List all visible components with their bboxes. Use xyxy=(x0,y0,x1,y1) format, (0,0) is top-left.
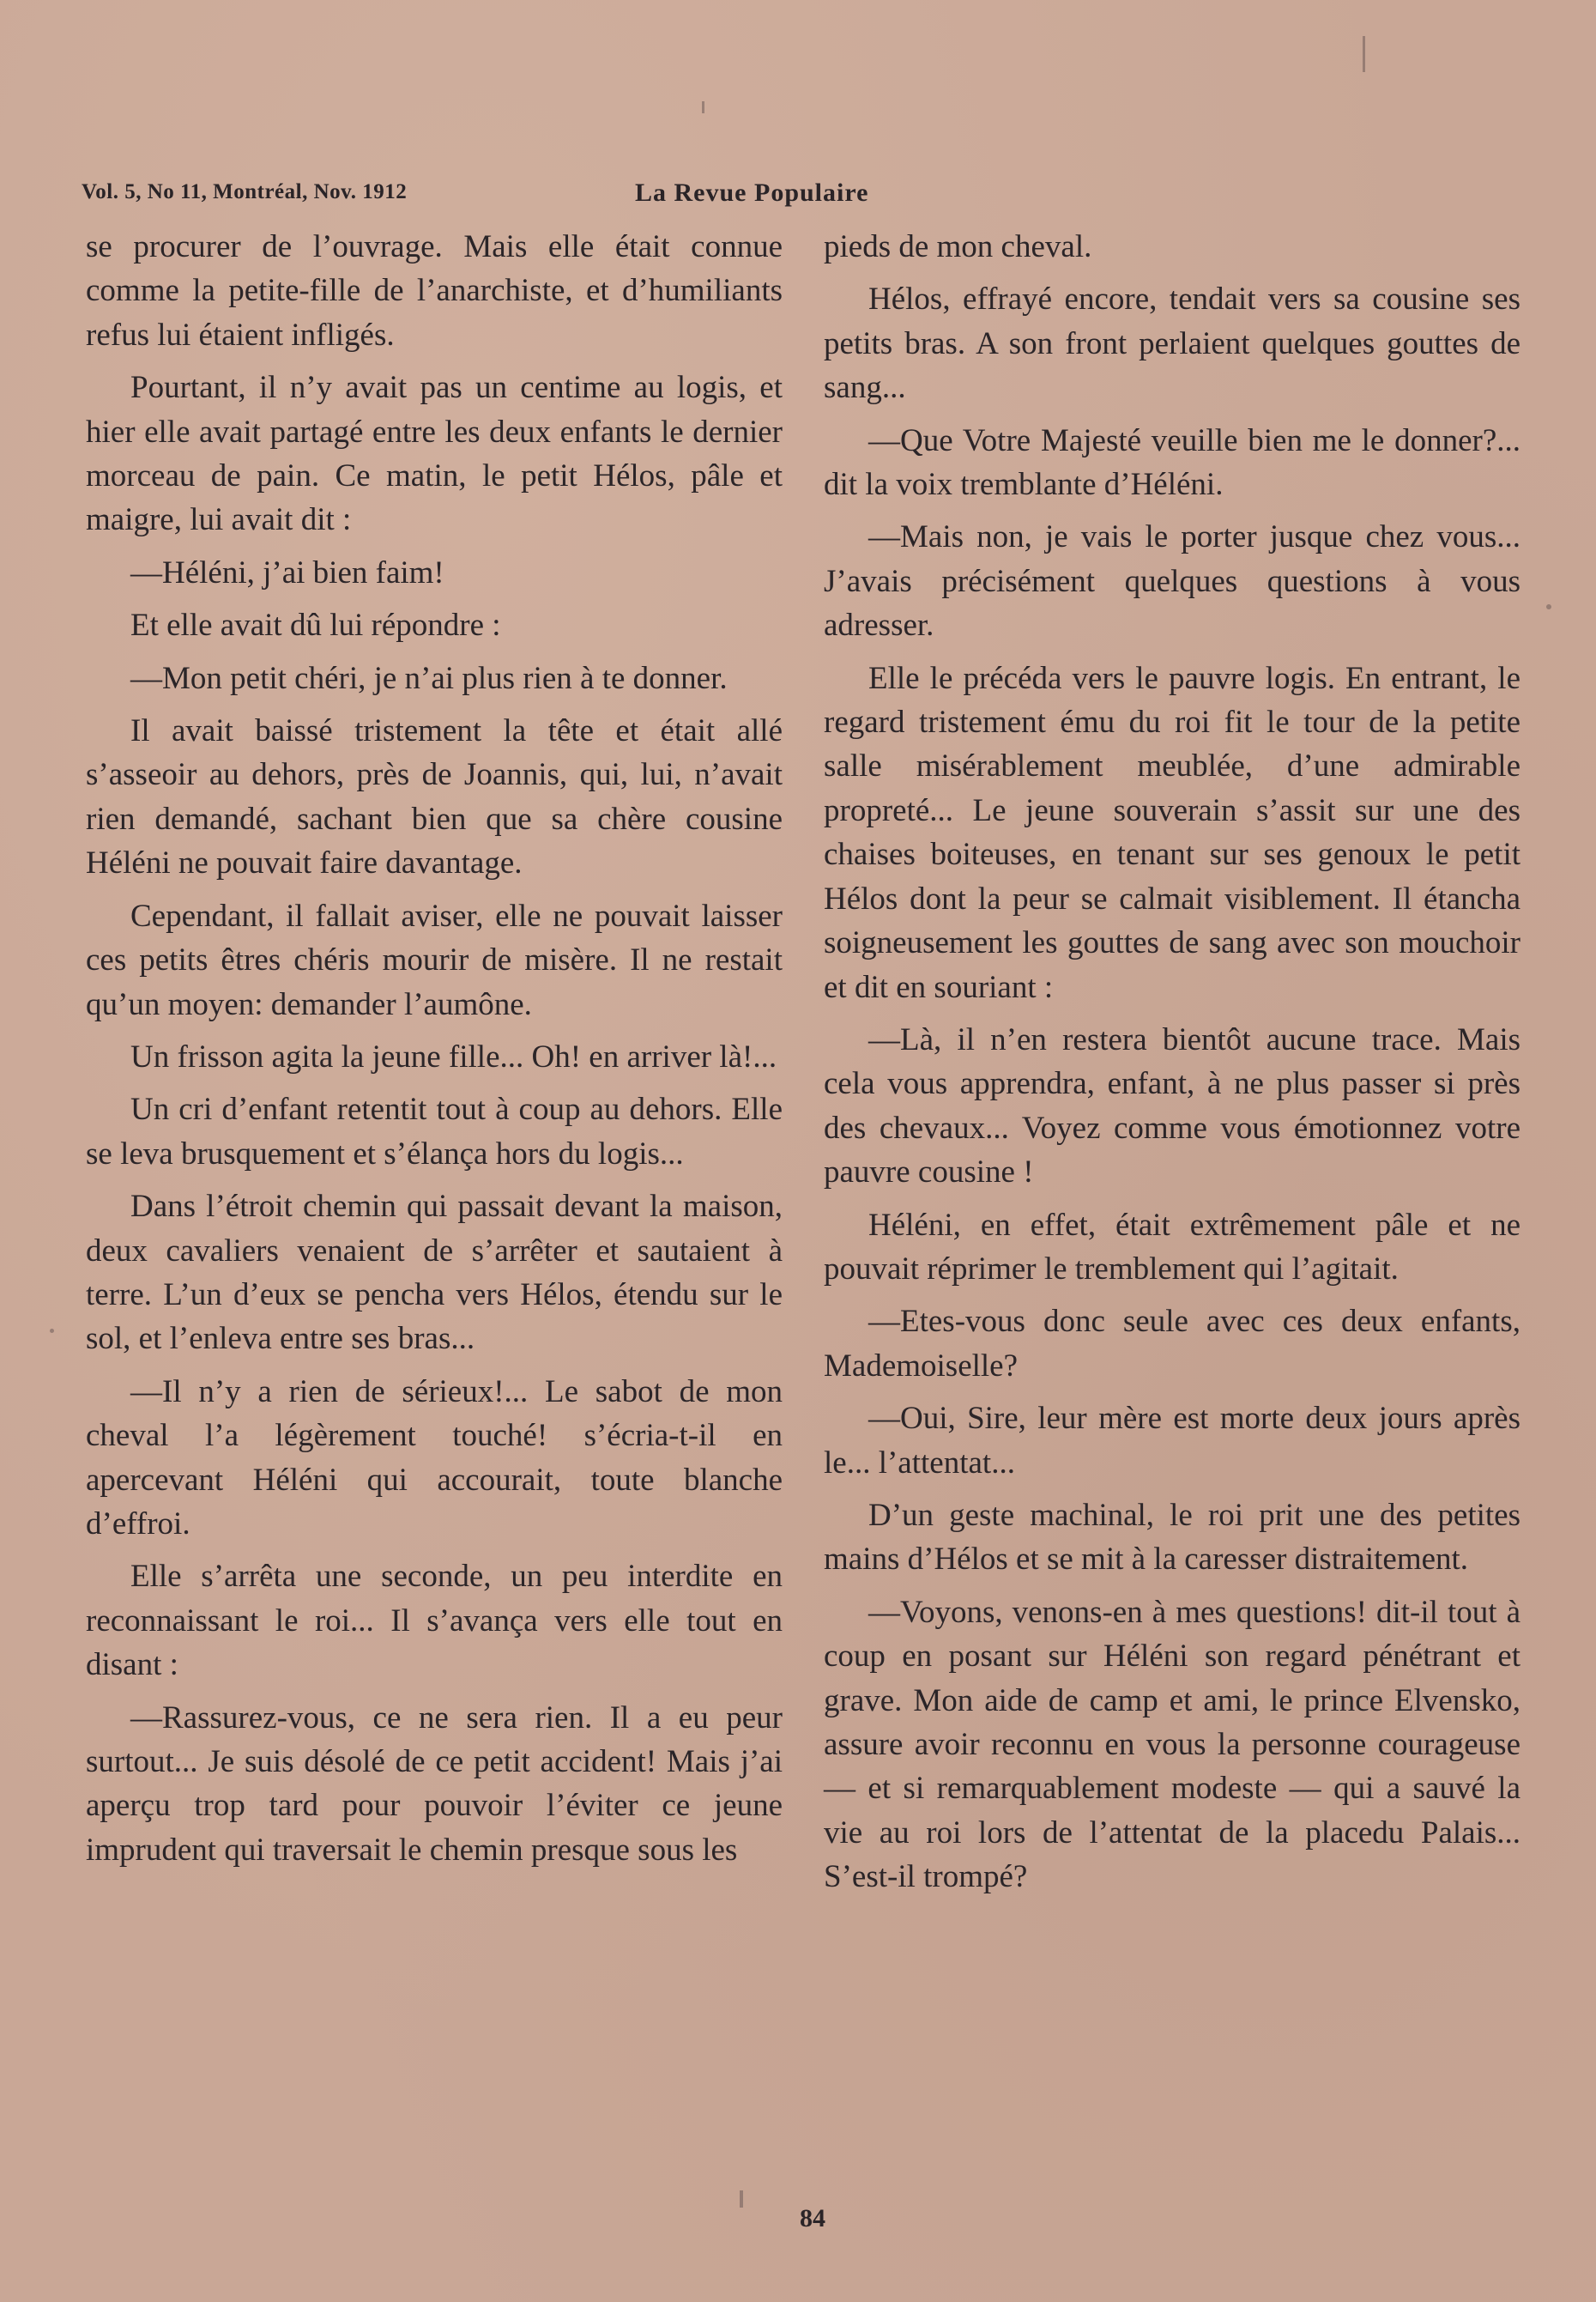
paper-speck xyxy=(1546,604,1551,609)
paragraph: —Etes-vous donc seule avec ces deux enfants, Mademoiselle? xyxy=(824,1304,1520,1384)
paragraph: —Là, il n’en restera bientôt aucune trace. Mais cela vous apprendra, enfant, à ne plus passer si près des chevaux... Voyez comme vous émotionnez votre pauvre cousine ! xyxy=(824,1021,1520,1190)
paragraph: Cependant, il fallait aviser, elle ne pouvait laisser ces petits êtres chéris mourir de misère. Il ne restait qu’un moyen: demander l’aumône. xyxy=(86,898,783,1022)
running-header xyxy=(82,179,940,213)
paragraph: Un frisson agita la jeune fille... Oh! en arriver là!... xyxy=(130,1039,777,1075)
paragraph: Pourtant, il n’y avait pas un centime au logis, et hier elle avait partagé entre les deux enfants le dernier morceau de pain. Ce matin, le petit Hélos, pâle et maigre, lui avait dit : xyxy=(86,370,783,538)
paragraph: —Oui, Sire, leur mère est morte deux jours après le... l’attentat... xyxy=(824,1401,1520,1481)
paragraph: —Il n’y a rien de sérieux!... Le sabot de mon cheval l’a légèrement touché! s’écria-t-il en apercevant Héléni qui accourait, toute blanche d’effroi. xyxy=(86,1373,783,1542)
paper-speck xyxy=(50,1329,54,1333)
paragraph: se procurer de l’ouvrage. Mais elle était connue comme la petite-fille de l’anarchiste, et d’humiliants refus lui étaient infligés. xyxy=(86,229,783,353)
paragraph: —Voyons, venons-en à mes questions! dit-il tout à coup en posant sur Héléni son regard pénétrant et grave. Mon aide de camp et ami, le prince Elvensko, assure avoir reconnu en vous la personne courageuse — et si remarquablement modeste — qui a sauvé la vie au roi lors de l’attentat de la placedu Palais... S’est-il trompé? xyxy=(824,1594,1520,1895)
page-number: 84 xyxy=(800,2204,825,2232)
paper-speck xyxy=(1363,36,1365,72)
paragraph: Héléni, en effet, était extrêmement pâle et ne pouvait réprimer le tremblement qui l’agitait. xyxy=(824,1207,1520,1287)
paragraph: —Mais non, je vais le porter jusque chez vous... J’avais précisément quelques questions à vous adresser. xyxy=(824,519,1520,644)
paper-speck xyxy=(702,101,704,113)
paragraph: D’un geste machinal, le roi prit une des petites mains d’Hélos et se mit à la caresser distraitement. xyxy=(824,1497,1520,1578)
paragraph: Hélos, effrayé encore, tendait vers sa cousine ses petits bras. A son front perlaient quelques gouttes de sang... xyxy=(824,282,1520,406)
paragraph: —Rassurez-vous, ce ne sera rien. Il a eu peur surtout... Je suis désolé de ce petit accident! Mais j’ai aperçu trop tard pour pouvoir l’éviter ce jeune imprudent qui traversait le chemin presque sous les xyxy=(86,1699,783,1868)
paragraph: pieds de mon cheval. xyxy=(824,229,1092,264)
paragraph: Elle s’arrêta une seconde, un peu interdite en reconnaissant le roi... Il s’avança vers elle tout en disant : xyxy=(86,1559,783,1683)
paragraph: Elle le précéda vers le pauvre logis. En entrant, le regard tristement ému du roi fit le tour de la petite salle misérablement meublée, d’une admirable propreté... Le jeune souverain s’assit sur une des chaises boiteuses, en tenant sur ses genoux le petit Hélos dont la peur se calmait visiblement. Il étancha soigneusement les gouttes de sang avec son mouchoir et dit en souriant : xyxy=(824,660,1520,1005)
paragraph: —Héléni, j’ai bien faim! xyxy=(130,554,444,591)
issue-info: Vol. 5, No 11, Montréal, Nov. 1912 xyxy=(82,180,408,203)
paragraph: Et elle avait dû lui répondre : xyxy=(130,608,501,644)
paper-speck xyxy=(740,2190,743,2208)
magazine-title: La Revue Populaire xyxy=(635,179,869,207)
paragraph: Il avait baissé tristement la tête et était allé s’asseoir au dehors, près de Joannis, qui, lui, n’avait rien demandé, sachant bien que sa chère cousine Héléni ne pouvait faire davantage. xyxy=(86,713,783,881)
paragraph: Un cri d’enfant retentit tout à coup au dehors. Elle se leva brusquement et s’élança hors du logis... xyxy=(86,1092,783,1172)
text-column-left xyxy=(86,225,783,1881)
paragraph: —Que Votre Majesté veuille bien me le donner?... dit la voix tremblante d’Héléni. xyxy=(824,422,1520,503)
text-column-right xyxy=(824,225,1520,1908)
paragraph: Dans l’étroit chemin qui passait devant la maison, deux cavaliers venaient de s’arrêter et sautaient à terre. L’un d’eux se pencha vers Hélos, étendu sur le sol, et l’enleva entre ses bras... xyxy=(86,1189,783,1357)
paragraph: —Mon petit chéri, je n’ai plus rien à te donner. xyxy=(130,660,728,696)
